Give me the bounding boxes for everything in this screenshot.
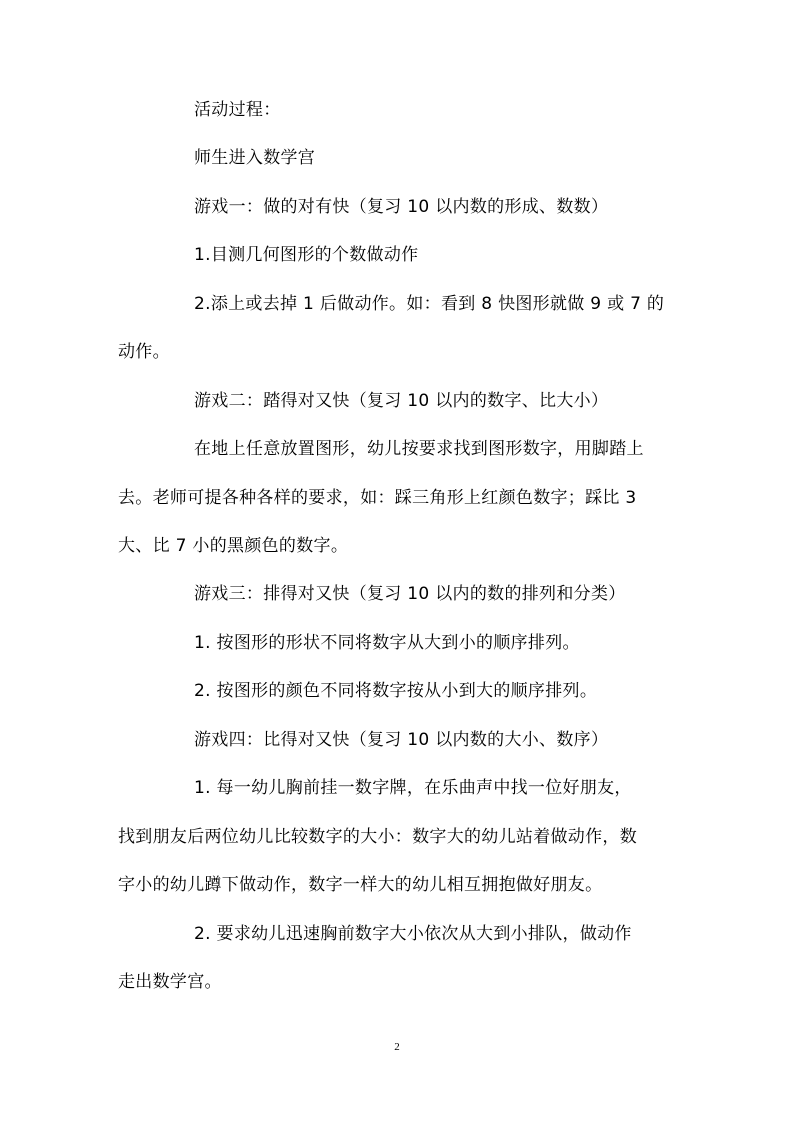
paragraph-line: 游戏三：排得对又快（复习 10 以内的数的排列和分类）	[194, 584, 626, 604]
paragraph-line: 游戏二：踏得对又快（复习 10 以内的数字、比大小）	[194, 391, 609, 411]
paragraph-line: 2. 要求幼儿迅速胸前数字大小依次从大到小排队，做动作	[194, 924, 632, 944]
paragraph-line: 游戏一：做的对有快（复习 10 以内数的形成、数数）	[194, 197, 609, 217]
page-number: 2	[394, 1041, 400, 1053]
paragraph-line: 在地上任意放置图形，幼儿按要求找到图形数字，用脚踏上	[194, 439, 644, 459]
paragraph-line: 走出数学宫。	[118, 972, 222, 992]
paragraph-line: 去。老师可提各种各样的要求，如：踩三角形上红颜色数字；踩比 3	[118, 488, 637, 508]
paragraph-line: 活动过程：	[194, 100, 281, 120]
paragraph-line: 游戏四：比得对又快（复习 10 以内数的大小、数序）	[194, 730, 609, 750]
paragraph-line: 动作。	[118, 342, 170, 362]
paragraph-line: 大、比 7 小的黑颜色的数字。	[118, 536, 349, 556]
paragraph-line: 1. 按图形的形状不同将数字从大到小的顺序排列。	[194, 633, 580, 653]
paragraph-line: 2. 按图形的颜色不同将数字按从小到大的顺序排列。	[194, 681, 598, 701]
paragraph-line: 2.添上或去掉 1 后做动作。如：看到 8 快图形就做 9 或 7 的	[194, 294, 665, 314]
paragraph-line: 字小的幼儿蹲下做动作，数字一样大的幼儿相互拥抱做好朋友。	[118, 875, 603, 895]
paragraph-line: 1. 每一幼儿胸前挂一数字牌，在乐曲声中找一位好朋友，	[194, 778, 632, 798]
paragraph-line: 找到朋友后两位幼儿比较数字的大小：数字大的幼儿站着做动作，数	[118, 827, 637, 847]
paragraph-line: 师生进入数学宫	[194, 148, 316, 168]
paragraph-line: 1.目测几何图形的个数做动作	[194, 245, 419, 265]
